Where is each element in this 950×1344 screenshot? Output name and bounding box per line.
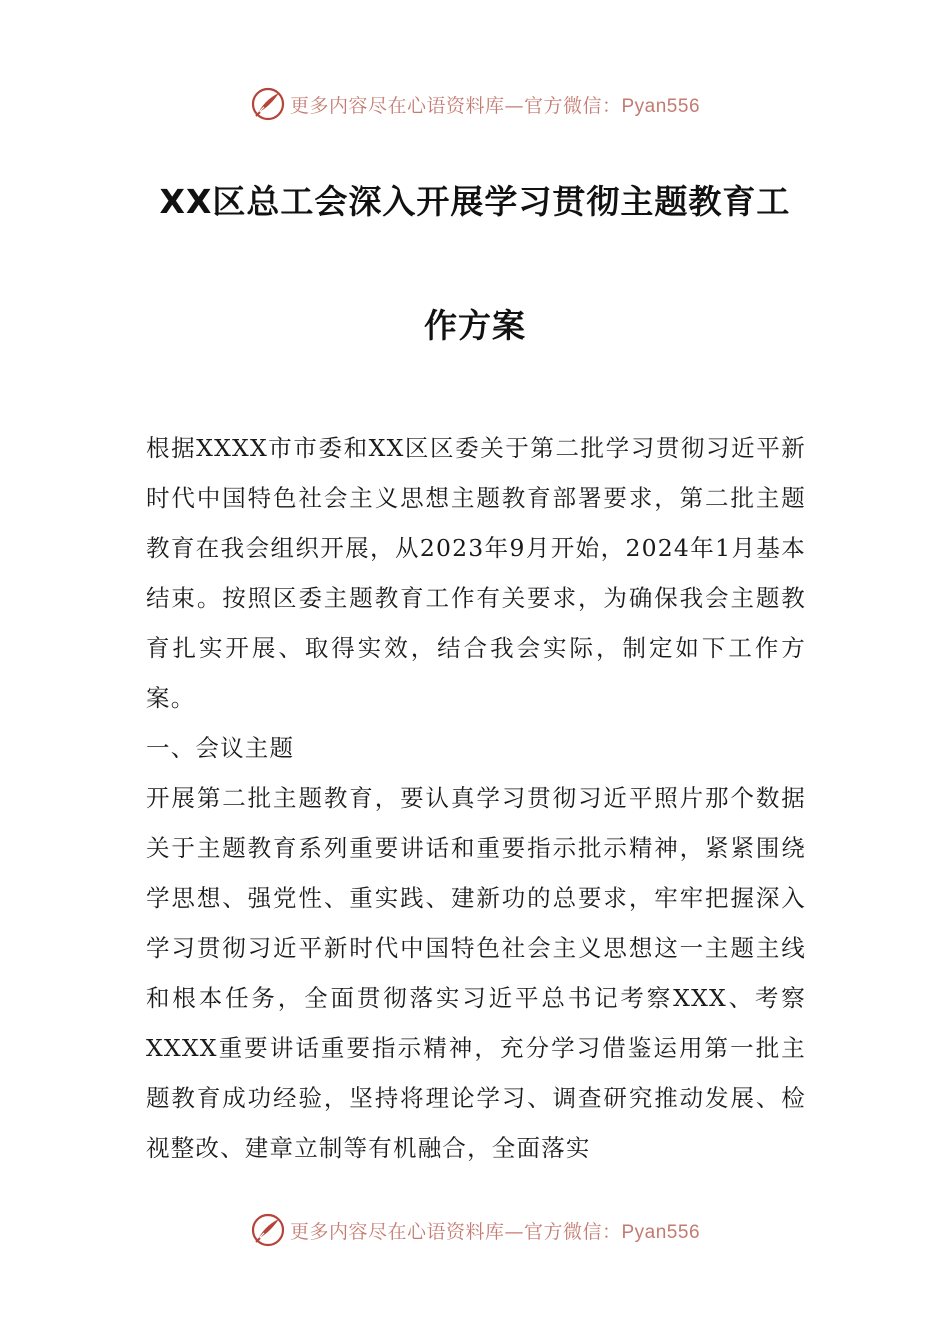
quill-logo-icon — [250, 86, 286, 122]
section-paragraph: 开展第二批主题教育，要认真学习贯彻习近平照片那个数据关于主题教育系列重要讲话和重要指示批示精神，紧紧围绕学思想、强党性、重实践、建新功的总要求，牢牢把握深入学习贯彻习近平新时代中国特色社会主义思想这一主题主线和根本任务，全面贯彻落实习近平总书记考察XXX、考察XXXX重要讲话重要指示精神，充分学习借鉴运用第一批主题教育成功经验，坚持将理论学习、调查研究推动发展、检视整改、建章立制等有机融合，全面落实 — [146, 784, 806, 1162]
document-title-line-2: 作方案 — [424, 306, 526, 345]
banner-text: 更多内容尽在心语资料库—官方微信：Pyan556 — [289, 1220, 701, 1243]
banner-text: 更多内容尽在心语资料库—官方微信：Pyan556 — [289, 94, 701, 117]
intro-paragraph: 根据XXXX市市委和XX区区委关于第二批学习贯彻习近平新时代中国特色社会主义思想主题教育部署要求，第二批主题教育在我会组织开展，从2023年9月开始，2024年1月基本结束。按照区委主题教育工作有关要求，为确保我会主题教育扎实开展、取得实效，结合我会实际，制定如下工作方案。 — [146, 434, 806, 712]
quill-logo-icon — [250, 1212, 286, 1248]
wechat-id: Pyan556 — [621, 95, 701, 117]
section-heading: 一、会议主题 — [146, 734, 295, 762]
wechat-id: Pyan556 — [621, 1221, 701, 1243]
document-title-line-1: XX区总工会深入开展学习贯彻主题教育工 — [159, 182, 791, 221]
footer-banner — [0, 1208, 950, 1252]
header-banner — [0, 82, 950, 126]
